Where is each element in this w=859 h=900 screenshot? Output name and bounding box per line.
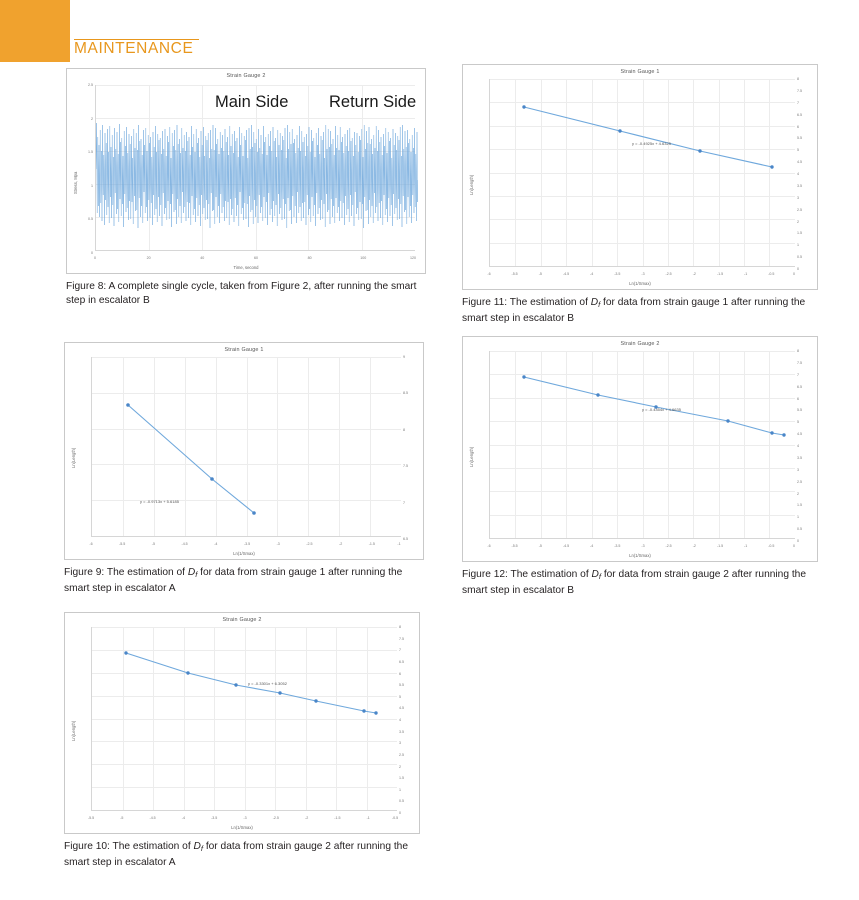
y-tick: 8	[399, 625, 401, 629]
y-tick: 5	[797, 148, 799, 153]
caption-prefix: Figure 11: The estimation of	[462, 297, 591, 308]
caption-symbol: D	[591, 569, 599, 580]
x-tick: -5.5	[119, 542, 126, 546]
y-tick: 0	[797, 539, 799, 543]
x-tick: 40	[200, 256, 205, 260]
x-tick: -3	[276, 542, 280, 546]
figure-8-chart	[66, 68, 426, 274]
chart-title: Strain Gauge 2	[222, 617, 262, 623]
y-tick: 8	[797, 349, 799, 353]
y-axis-label: Ln(Length)	[469, 174, 474, 195]
x-tick: -2.5	[306, 542, 313, 546]
x-tick: -1.5	[334, 816, 341, 820]
x-tick: -4.5	[562, 544, 570, 548]
x-tick: -4	[181, 816, 185, 820]
y-tick: 8	[403, 427, 405, 432]
caption-suffix: for data from strain gauge 2 after running the smart step in escalator A	[64, 841, 408, 868]
x-tick: -5.5	[87, 816, 95, 820]
y-tick: 6.5	[797, 384, 802, 389]
y-tick: 2	[797, 219, 799, 224]
y-tick: 1.5	[797, 503, 802, 508]
y-tick: 3.5	[797, 455, 802, 460]
y-tick: 2.5	[797, 479, 802, 484]
x-axis-label: Ln(1/Smax)	[629, 553, 651, 558]
x-axis-label: Ln(1/Smax)	[233, 551, 255, 556]
x-tick: 0	[793, 544, 795, 548]
plot-area	[91, 357, 401, 537]
y-tick: 4.5	[797, 432, 802, 437]
chart-title: Strain Gauge 2	[226, 73, 266, 79]
regression-equation: y = -0.3301x + 6.3052	[248, 681, 287, 686]
y-axis-label: Ln(Length)	[71, 720, 76, 741]
trend-line	[92, 357, 404, 539]
annotation-return-side: Return Side	[329, 93, 417, 111]
caption-subscript: f	[200, 844, 203, 853]
y-tick: 7	[399, 648, 401, 653]
x-tick: -5	[538, 544, 542, 548]
y-tick: 7	[797, 372, 799, 377]
x-tick: -1	[366, 816, 370, 820]
y-axis-label: Ln(Length)	[469, 446, 474, 467]
caption-prefix: Figure 10: The estimation of	[64, 841, 194, 852]
y-tick: 8	[797, 77, 799, 81]
y-tick: 2.5	[797, 207, 802, 212]
x-tick: -2.5	[272, 816, 279, 820]
page-title: MAINTENANCE	[74, 40, 194, 57]
y-tick: 7.5	[797, 88, 802, 93]
y-tick: 3	[399, 741, 401, 746]
y-tick: 5.5	[797, 136, 802, 141]
trend-line	[490, 351, 798, 541]
y-tick: 7.5	[797, 360, 802, 365]
x-tick: -5.5	[511, 272, 518, 276]
x-tick: -3.5	[614, 272, 621, 276]
y-tick: 2	[91, 116, 93, 121]
y-tick: 6.5	[797, 112, 802, 117]
x-tick: -2	[338, 542, 343, 546]
plot-area	[489, 351, 795, 539]
x-tick: -1.5	[716, 544, 724, 548]
y-tick: 0.5	[797, 255, 802, 260]
y-tick: 1	[797, 515, 799, 520]
x-tick: 0	[793, 272, 795, 276]
y-tick: 8.5	[403, 391, 408, 396]
x-tick: -3.5	[243, 542, 251, 546]
figure-11-chart	[462, 64, 818, 290]
caption-symbol: D	[590, 297, 599, 308]
caption-suffix: for data from strain gauge 2 after running the smart step in escalator B	[462, 569, 806, 596]
y-tick: 0.5	[399, 799, 404, 804]
x-tick: -6	[487, 544, 491, 548]
y-tick: 0	[91, 251, 93, 255]
caption-prefix: Figure 12: The estimation of	[462, 569, 592, 580]
caption-suffix: for data from strain gauge 1 after running the smart step in escalator B	[462, 297, 806, 324]
x-tick: -1	[743, 544, 748, 548]
y-tick: 7	[797, 100, 799, 105]
x-tick: 60	[254, 256, 258, 260]
x-tick: -0.5	[391, 816, 399, 820]
x-tick: -2.5	[665, 544, 672, 548]
x-tick: -4.5	[181, 542, 188, 546]
y-tick: 6	[399, 671, 401, 676]
x-axis-label: Ln(1/Smax)	[629, 281, 651, 286]
y-tick: 1.5	[399, 776, 404, 781]
x-tick: -1	[397, 542, 401, 546]
figure-11	[462, 64, 818, 325]
x-tick: -6	[89, 542, 93, 546]
x-axis-label: Ln(1/Smax)	[231, 825, 253, 830]
x-tick: -2	[692, 272, 696, 276]
x-tick: -0.5	[768, 544, 775, 548]
figure-8-caption: Figure 8: A complete single cycle, taken from Figure 2, after running the smart step in escalator B	[66, 281, 417, 306]
plot-area	[91, 627, 397, 811]
x-axis-label: Time, second	[233, 265, 259, 270]
figure-9-caption	[64, 566, 424, 595]
y-tick: 2.5	[88, 83, 93, 87]
y-tick: 0.5	[797, 527, 802, 532]
caption-subscript: f	[195, 570, 198, 579]
x-tick: 100	[360, 256, 367, 260]
x-tick: -3	[641, 544, 645, 548]
x-tick: -2	[692, 544, 696, 548]
figure-12-chart	[462, 336, 818, 562]
y-tick: 0	[399, 811, 401, 815]
x-tick: -5	[151, 542, 155, 546]
caption-suffix: for data from strain gauge 1 after running the smart step in escalator A	[64, 567, 403, 594]
figure-12	[462, 336, 818, 597]
x-tick: -4	[214, 542, 218, 546]
y-axis-label: Stress, Mpa	[73, 171, 78, 194]
y-tick: 6.5	[403, 537, 408, 541]
y-tick: 6.5	[399, 659, 404, 664]
x-tick: 20	[146, 256, 151, 260]
chart-title: Strain Gauge 2	[620, 341, 660, 347]
y-tick: 4	[399, 718, 401, 722]
y-tick: 4.5	[797, 160, 802, 165]
y-tick: 0.5	[88, 217, 93, 222]
y-tick: 1	[797, 243, 799, 248]
x-tick: -5	[538, 272, 542, 276]
y-tick: 1	[399, 787, 401, 792]
y-tick: 6	[797, 124, 799, 129]
regression-equation: y = -0.9713x + 5.6185	[140, 499, 179, 504]
regression-equation: y = -0.4925x + 4.6325	[632, 141, 671, 146]
x-tick: 0	[94, 256, 96, 260]
y-tick: 5.5	[797, 408, 802, 413]
x-tick: -2	[304, 816, 309, 820]
x-tick: -1.5	[368, 542, 375, 546]
x-tick: 80	[307, 256, 312, 260]
x-tick: -4.5	[149, 816, 156, 820]
annotation-main-side: Main Side	[215, 93, 289, 111]
y-tick: 3.5	[399, 729, 404, 734]
x-tick: -3.5	[614, 544, 621, 548]
figure-9	[64, 342, 424, 595]
x-tick: -0.5	[768, 272, 775, 276]
y-tick: 4.5	[399, 706, 404, 711]
figure-10-caption	[64, 840, 420, 869]
chart-title: Strain Gauge 1	[224, 347, 264, 353]
y-tick: 4	[797, 172, 799, 176]
x-tick: -4.5	[562, 272, 570, 276]
y-tick: 6	[797, 396, 799, 401]
figure-8	[66, 68, 426, 307]
y-tick: 1.5	[797, 231, 802, 236]
y-axis-label: Ln(Length)	[71, 447, 76, 468]
x-tick: -4	[589, 272, 594, 276]
y-tick: 0	[797, 267, 799, 271]
y-tick: 9	[403, 355, 405, 359]
x-tick: -4	[589, 544, 594, 548]
x-tick: -5.5	[511, 544, 518, 548]
header-orange-block	[0, 0, 70, 62]
figure-10-chart	[64, 612, 420, 834]
y-tick: 1.5	[88, 150, 93, 155]
trend-line	[92, 627, 400, 813]
y-tick: 2	[399, 764, 401, 769]
caption-symbol: D	[187, 567, 196, 578]
y-tick: 2	[797, 491, 799, 496]
x-tick: -2.5	[665, 272, 672, 276]
y-tick: 1	[91, 183, 93, 188]
y-tick: 7.5	[403, 464, 408, 469]
x-tick: 120	[410, 256, 416, 260]
figure-10	[64, 612, 420, 869]
y-tick: 3	[797, 467, 799, 472]
y-tick: 5.5	[399, 683, 404, 688]
x-tick: -3	[243, 816, 247, 820]
caption-prefix: Figure 9: The estimation of	[64, 567, 188, 578]
caption-symbol: D	[193, 841, 201, 852]
y-tick: 2.5	[399, 752, 404, 757]
y-tick: 4	[797, 444, 799, 448]
x-tick: -1	[743, 272, 748, 276]
y-tick: 7	[403, 500, 405, 505]
trend-line	[490, 79, 798, 269]
x-tick: -3.5	[211, 816, 218, 820]
figure-9-chart	[64, 342, 424, 560]
figure-11-caption	[462, 296, 818, 325]
x-tick: -3	[641, 272, 645, 276]
figure-12-caption	[462, 568, 818, 597]
y-tick: 3.5	[797, 183, 802, 188]
x-tick: -1.5	[716, 272, 724, 276]
plot-area	[489, 79, 795, 267]
y-tick: 5	[399, 694, 401, 699]
caption-subscript: f	[598, 572, 601, 581]
caption-subscript: f	[598, 300, 601, 309]
y-tick: 7.5	[399, 636, 404, 641]
x-tick: -5	[120, 816, 124, 820]
regression-equation: y = -0.4454x + 4.6635	[642, 407, 681, 412]
y-tick: 3	[797, 195, 799, 200]
x-tick: -6	[487, 272, 491, 276]
chart-title: Strain Gauge 1	[620, 69, 660, 75]
y-tick: 5	[797, 420, 799, 425]
